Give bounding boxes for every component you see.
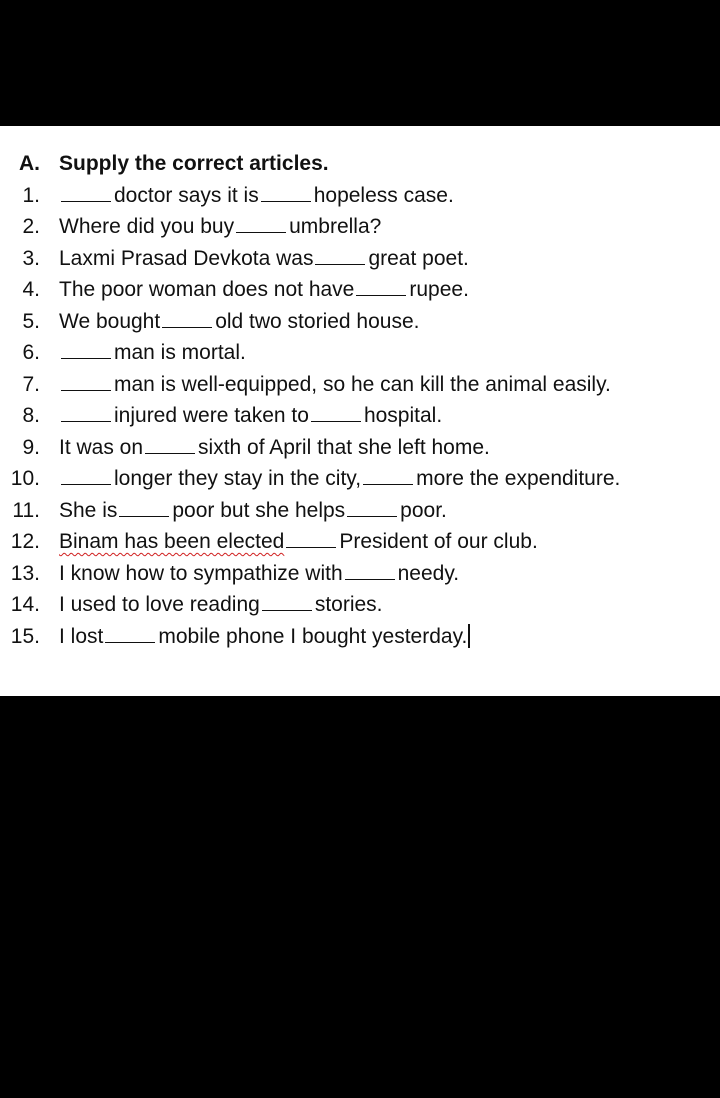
text-segment: needy. bbox=[397, 561, 460, 585]
text-segment: I know how to sympathize with bbox=[59, 561, 343, 585]
text-segment: I used to love reading bbox=[59, 593, 260, 616]
question-text bbox=[59, 211, 381, 243]
answer-blank bbox=[347, 498, 397, 517]
answer-blank bbox=[61, 183, 111, 202]
text-segment: It was on bbox=[59, 435, 144, 459]
text-segment: umbrella? bbox=[289, 215, 382, 238]
question-text bbox=[59, 463, 620, 495]
worksheet bbox=[0, 148, 720, 652]
question-text bbox=[59, 337, 246, 369]
question-number: 10. bbox=[10, 467, 40, 490]
question-text bbox=[59, 274, 469, 306]
text-segment: more the expenditure. bbox=[416, 467, 621, 490]
answer-blank bbox=[61, 340, 111, 359]
question-text bbox=[59, 432, 490, 464]
spellcheck-underlined-text: Binam has been elected bbox=[59, 530, 285, 553]
question-number: 8. bbox=[22, 404, 40, 427]
answer-blank bbox=[356, 277, 406, 296]
answer-blank bbox=[236, 214, 286, 233]
text-segment: hopeless case. bbox=[313, 183, 454, 207]
question-number: 4. bbox=[22, 278, 40, 301]
text-segment: hospital. bbox=[363, 404, 443, 427]
question-number: 1. bbox=[22, 183, 40, 207]
question-number: 15. bbox=[10, 624, 40, 648]
answer-blank bbox=[262, 592, 312, 611]
question-text bbox=[59, 589, 383, 621]
question-number: 2. bbox=[22, 215, 40, 238]
question-number: 12. bbox=[10, 530, 40, 553]
question-number: 7. bbox=[22, 372, 40, 396]
text-segment: rupee. bbox=[409, 278, 469, 301]
text-segment: She is bbox=[59, 498, 118, 522]
question-text bbox=[59, 180, 454, 212]
answer-blank bbox=[61, 466, 111, 485]
text-segment: doctor says it is bbox=[114, 183, 259, 207]
answer-blank bbox=[119, 498, 169, 517]
question-1 bbox=[0, 180, 720, 212]
text-segment: great poet. bbox=[368, 246, 469, 270]
question-14 bbox=[0, 589, 720, 621]
answer-blank bbox=[363, 466, 413, 485]
question-number: 5. bbox=[22, 309, 40, 333]
question-3 bbox=[0, 243, 720, 275]
answer-blank bbox=[145, 435, 195, 454]
question-number: 3. bbox=[22, 246, 40, 270]
section-title: Supply the correct articles. bbox=[59, 152, 329, 175]
text-segment: I lost bbox=[59, 624, 104, 648]
question-9 bbox=[0, 432, 720, 464]
question-13 bbox=[0, 558, 720, 590]
document-page bbox=[0, 126, 720, 696]
answer-blank bbox=[311, 403, 361, 422]
text-segment: President of our club. bbox=[339, 530, 538, 553]
text-segment: stories. bbox=[314, 593, 383, 616]
question-7 bbox=[0, 369, 720, 401]
section-heading bbox=[0, 148, 720, 180]
question-number: 13. bbox=[10, 561, 40, 585]
answer-blank bbox=[105, 624, 155, 643]
text-segment: mobile phone I bought yesterday. bbox=[158, 624, 468, 648]
answer-blank bbox=[162, 309, 212, 328]
question-8 bbox=[0, 400, 720, 432]
question-number: 11. bbox=[12, 498, 40, 522]
answer-blank bbox=[61, 403, 111, 422]
question-12 bbox=[0, 526, 720, 558]
text-segment: injured were taken to bbox=[114, 404, 309, 427]
question-2 bbox=[0, 211, 720, 243]
answer-blank bbox=[61, 372, 111, 391]
question-text bbox=[59, 306, 419, 338]
question-number: 9. bbox=[22, 435, 40, 459]
text-segment: poor. bbox=[400, 498, 447, 522]
text-cursor bbox=[468, 624, 470, 648]
question-15 bbox=[0, 621, 720, 653]
text-segment: poor but she helps bbox=[172, 498, 346, 522]
question-10 bbox=[0, 463, 720, 495]
answer-blank bbox=[345, 561, 395, 580]
question-text bbox=[59, 526, 538, 558]
question-text bbox=[59, 400, 442, 432]
question-number: 14. bbox=[10, 593, 40, 616]
question-number: 6. bbox=[22, 341, 40, 364]
text-segment: man is well-equipped, so he can kill the animal easily. bbox=[114, 372, 611, 396]
text-segment: longer they stay in the city, bbox=[114, 467, 362, 490]
question-text bbox=[59, 243, 469, 275]
section-label: A. bbox=[19, 152, 40, 175]
answer-blank bbox=[261, 183, 311, 202]
text-segment: We bought bbox=[59, 309, 161, 333]
question-5 bbox=[0, 306, 720, 338]
question-text bbox=[59, 369, 611, 401]
answer-blank bbox=[315, 246, 365, 265]
answer-blank bbox=[286, 529, 336, 548]
question-text bbox=[59, 495, 447, 527]
text-segment: Where did you buy bbox=[59, 215, 235, 238]
question-11 bbox=[0, 495, 720, 527]
question-4 bbox=[0, 274, 720, 306]
text-segment: old two storied house. bbox=[215, 309, 420, 333]
question-6 bbox=[0, 337, 720, 369]
question-text bbox=[59, 621, 470, 653]
question-text bbox=[59, 558, 459, 590]
text-segment: Laxmi Prasad Devkota was bbox=[59, 246, 314, 270]
text-segment: The poor woman does not have bbox=[59, 278, 355, 301]
text-segment: man is mortal. bbox=[114, 341, 246, 364]
text-segment: sixth of April that she left home. bbox=[198, 435, 490, 459]
